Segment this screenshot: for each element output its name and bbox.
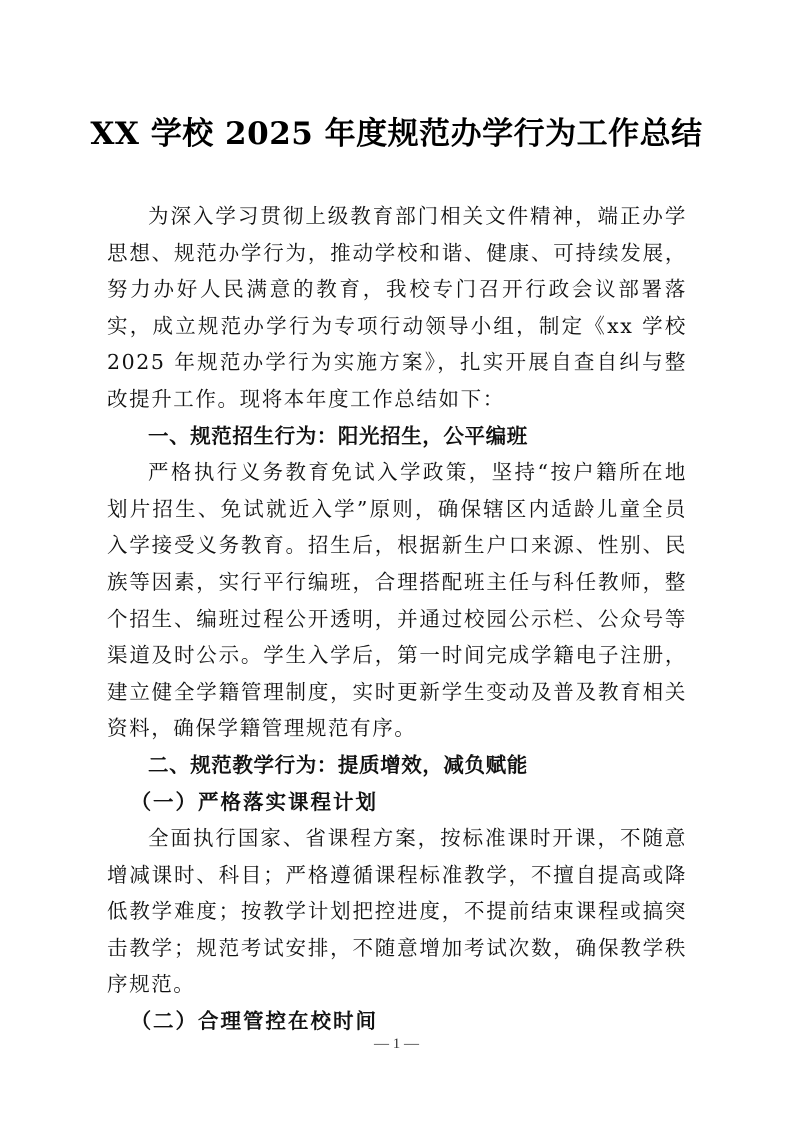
subsection-heading-2-2: （二）合理管控在校时间	[130, 1009, 379, 1034]
section-heading-1: 一、规范招生行为：阳光招生，公平编班	[148, 423, 528, 448]
section-heading-2: 二、规范教学行为：提质增效，减负赋能	[148, 752, 528, 777]
intro-paragraph: 为深入学习贯彻上级教育部门相关文件精神，端正办学思想、规范办学行为，推动学校和谐、健康、可持续发展，努力办好人民满意的教育，我校专门召开行政会议部署落实，成立规范办学行为专项行动领导小组，制定《xx 学校 2025 年规范办学行为实施方案》，扎实开展自查自纠与整改提升工作。现将本年度工作总结如下：	[107, 204, 687, 411]
document-title: XX 学校 2025 年度规范办学行为工作总结	[90, 116, 703, 152]
section-1-paragraph: 严格执行义务教育免试入学政策，坚持“按户籍所在地划片招生、免试就近入学”原则，确保辖区内适龄儿童全员入学接受义务教育。招生后，根据新生户口来源、性别、民族等因素，实行平行编班，合理搭配班主任与科任教师，整个招生、编班过程公开透明，并通过校园公示栏、公众号等渠道及时公示。学生入学后，第一时间完成学籍电子注册，建立健全学籍管理制度，实时更新学生变动及普及教育相关资料，确保学籍管理规范有序。	[107, 460, 687, 741]
subsection-2-1-paragraph: 全面执行国家、省课程方案，按标准课时开课，不随意增减课时、科目；严格遵循课程标准教学，不擅自提高或降低教学难度；按教学计划把控进度，不提前结束课程或搞突击教学；规范考试安排，不随意增加考试次数，确保教学秩序规范。	[107, 826, 687, 997]
subsection-heading-2-1: （一）严格落实课程计划	[130, 789, 379, 814]
document-body	[107, 198, 687, 1040]
page-number: — 1 —	[374, 1036, 419, 1052]
